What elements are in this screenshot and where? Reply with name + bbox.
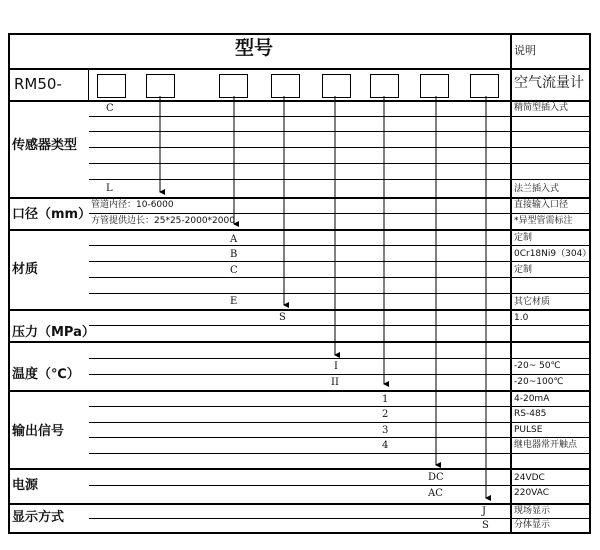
option-description: 法兰插入式 xyxy=(514,184,560,194)
option-description: -20~ 50℃ xyxy=(514,361,561,371)
option-code: 2 xyxy=(382,409,389,420)
label-temperature: 温度（℃） xyxy=(12,367,80,382)
product-name: 空气流量计 xyxy=(514,75,584,91)
option-description: -20~100℃ xyxy=(514,377,564,387)
label-material: 材质 xyxy=(12,262,39,277)
option-description: 分体显示 xyxy=(514,520,551,530)
option-code: 3 xyxy=(382,425,389,436)
label-sensor-type: 传感器类型 xyxy=(12,138,78,153)
option-description: 24VDC xyxy=(514,473,545,483)
option-code: J xyxy=(482,506,487,517)
option-description: 直接输入口径 xyxy=(514,200,569,210)
option-description: 定制 xyxy=(514,265,533,275)
label-output: 输出信号 xyxy=(12,424,65,439)
label-display: 显示方式 xyxy=(12,510,65,525)
option-code: E xyxy=(230,296,238,307)
table-title: 型号 xyxy=(235,37,274,59)
option-code: 1 xyxy=(382,394,389,405)
option-description: 定制 xyxy=(514,233,533,243)
label-power: 电源 xyxy=(12,478,39,493)
option-code: 4 xyxy=(382,440,389,451)
option-code: I xyxy=(334,361,338,372)
option-description: 继电器常开触点 xyxy=(514,440,578,450)
description-header: 说明 xyxy=(514,44,536,57)
option-description: 0Cr18Ni9（304） xyxy=(514,249,592,259)
option-code: A xyxy=(230,234,238,245)
option-code: C xyxy=(230,265,238,276)
option-text: 管道内径：10-6000 xyxy=(91,200,174,210)
option-code: S xyxy=(482,520,489,531)
option-code: AC xyxy=(428,488,443,499)
option-description: PULSE xyxy=(514,425,543,435)
model-prefix: RM50- xyxy=(14,75,62,93)
option-description: 1.0 xyxy=(514,313,529,323)
option-description: RS-485 xyxy=(514,409,547,419)
option-description: 精简型插入式 xyxy=(514,103,569,113)
label-caliber: 口径（mm） xyxy=(12,207,92,222)
option-description: 其它材质 xyxy=(514,297,551,307)
option-description: 220VAC xyxy=(514,488,550,498)
option-code: DC xyxy=(428,472,444,483)
option-description: *异型管需标注 xyxy=(514,216,573,226)
label-pressure: 压力（MPa） xyxy=(12,325,95,340)
option-code: II xyxy=(331,377,339,388)
option-code: L xyxy=(106,183,113,194)
option-code: B xyxy=(230,249,238,260)
option-code: C xyxy=(106,103,114,114)
option-description: 现场显示 xyxy=(514,506,551,516)
option-description: 4-20mA xyxy=(514,394,550,404)
option-text: 方管提供边长：25*25-2000*2000 xyxy=(91,216,235,226)
option-code: S xyxy=(279,312,286,323)
